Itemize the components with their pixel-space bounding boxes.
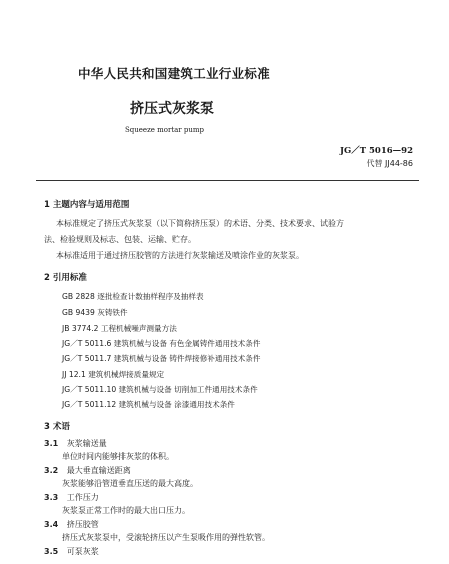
reference-item: GB 2828 逐批检查计数抽样程序及抽样表 [62, 292, 204, 301]
standard-category: 中华人民共和国建筑工业行业标准 [78, 66, 271, 81]
term-definition: 灰浆能够沿管道垂直压送的最大高度。 [62, 479, 198, 488]
term-name: 工作压力 [66, 493, 99, 502]
reference-item: JB 3774.2 工程机械噪声测量方法 [62, 324, 177, 333]
term-definition: 灰浆泵正常工作时的最大出口压力。 [62, 506, 190, 515]
reference-item: GB 9439 灰铸铁件 [62, 308, 128, 317]
replaced-standard: 代替 JJ44-86 [366, 159, 413, 168]
standard-code: JG／T 5016—92 [339, 146, 413, 156]
term-number: 3.3 [44, 493, 59, 502]
reference-item: JG／T 5011.6 建筑机械与设备 有色金属铸件通用技术条件 [62, 339, 261, 348]
reference-item: JG／T 5011.7 建筑机械与设备 铸件焊接修补通用技术条件 [62, 354, 261, 363]
term-definition: 挤压式灰浆泵中，受滚轮挤压以产生泵吸作用的弹性软管。 [62, 533, 270, 542]
term-name: 灰浆输送量 [66, 439, 107, 448]
term-entry [44, 465, 131, 476]
term-number: 3.2 [44, 466, 59, 475]
section-heading-3: 3 术语 [44, 422, 70, 432]
term-name: 挤压胶管 [66, 520, 99, 529]
document-title: 挤压式灰浆泵 [130, 101, 214, 117]
section-heading-1: 1 主题内容与适用范围 [44, 200, 130, 210]
english-title: Squeeze mortar pump [125, 126, 204, 134]
section-1-paragraph: 法、检验规则及标志、包装、运输、贮存。 [44, 235, 196, 244]
term-definition: 单位时间内能够排灰浆的体积。 [62, 452, 174, 461]
reference-item: JG／T 5011.12 建筑机械与设备 涂漆通用技术条件 [62, 400, 235, 409]
term-entry [44, 546, 99, 557]
term-entry [44, 492, 99, 503]
header-rule [36, 180, 419, 181]
section-1-paragraph: 本标准适用于通过挤压胶管的方法进行灰浆输送及喷涂作业的灰浆泵。 [56, 251, 304, 260]
section-1-paragraph: 本标准规定了挤压式灰浆泵（以下简称挤压泵）的术语、分类、技术要求、试验方 [56, 219, 344, 228]
term-number: 3.4 [44, 520, 59, 529]
section-heading-2: 2 引用标准 [44, 273, 87, 283]
term-name: 可泵灰浆 [66, 547, 99, 556]
term-entry [44, 438, 107, 449]
term-number: 3.1 [44, 439, 59, 448]
reference-item: JG／T 5011.10 建筑机械与设备 切削加工件通用技术条件 [62, 385, 258, 394]
term-name: 最大垂直输送距离 [66, 466, 131, 475]
reference-item: JJ 12.1 建筑机械焊接质量规定 [62, 370, 165, 379]
term-number: 3.5 [44, 547, 59, 556]
term-entry [44, 519, 99, 530]
